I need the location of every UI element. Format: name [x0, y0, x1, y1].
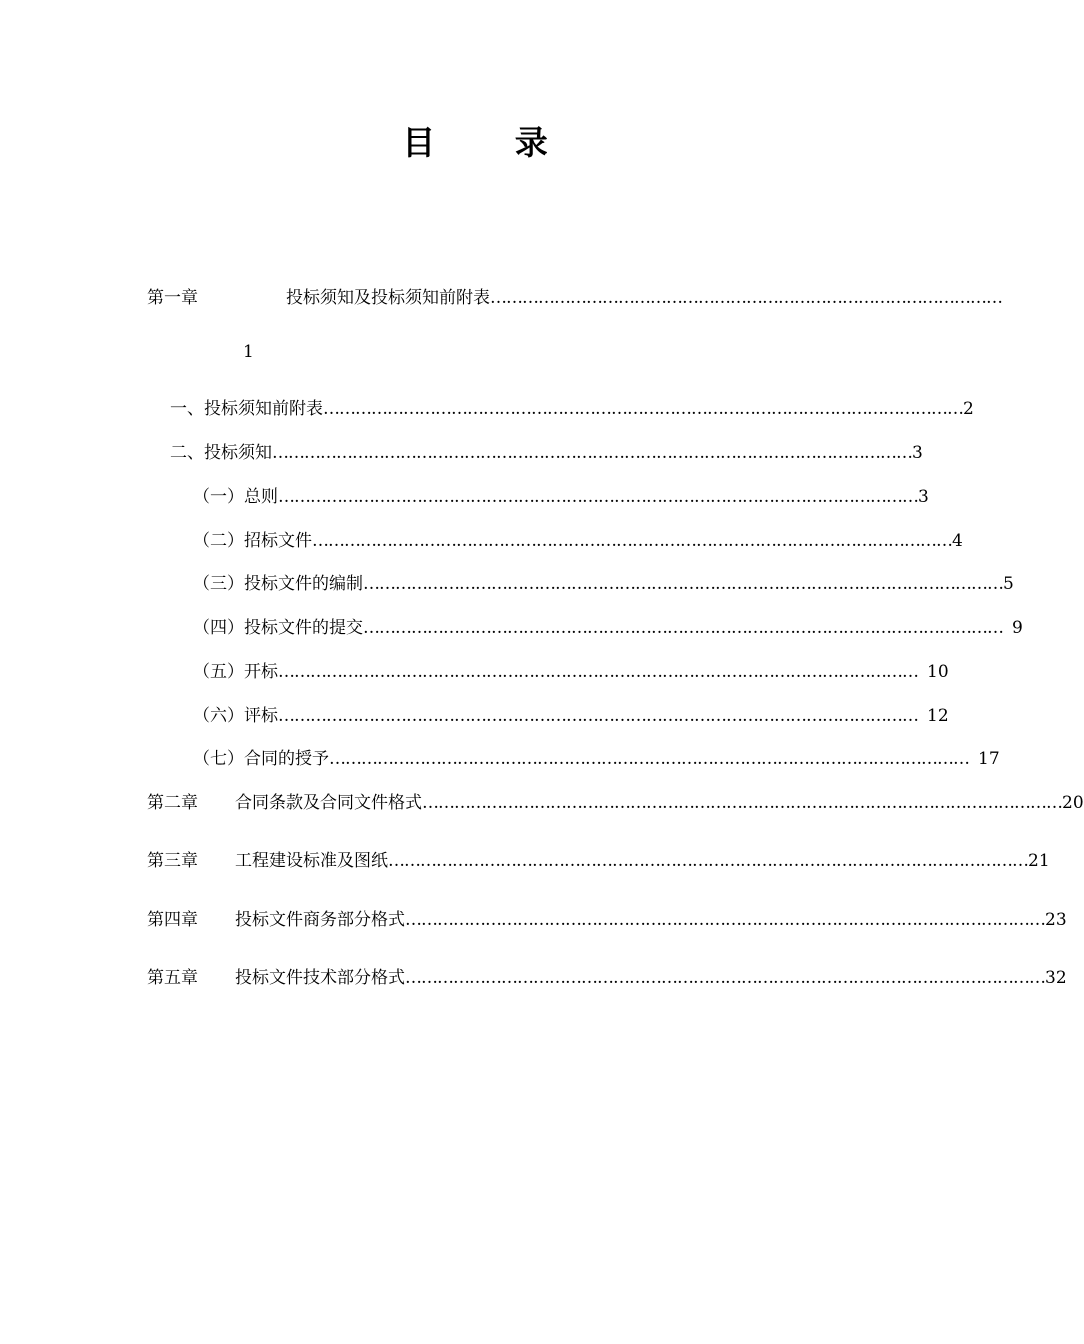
toc-subsection-4[interactable]: [193, 616, 1023, 640]
toc-section-2[interactable]: [170, 441, 923, 465]
toc-entry-title: （七）合同的授予: [193, 749, 329, 769]
toc-leader-dots: …………………………………………………………………………………………………………: [278, 706, 918, 726]
toc-leader-dots: …………………………………………………………………………………………………………: [363, 618, 1003, 638]
toc-page-number: 4: [952, 531, 963, 551]
toc-subsection-2[interactable]: [193, 529, 963, 553]
toc-page-number: 5: [1003, 574, 1014, 594]
toc-page-number: 12: [927, 706, 949, 726]
toc-subsection-5[interactable]: [193, 660, 949, 684]
toc-page-number: 20: [1062, 793, 1084, 813]
toc-leader-dots: …………………………………………………………………………………………………………: [422, 793, 1062, 813]
toc-entry-title: 一、投标须知前附表: [170, 399, 323, 419]
toc-leader-dots: …………………………………………………………………………………………………………: [405, 968, 1045, 988]
toc-leader-dots: …………………………………………………………………………………………………………: [278, 662, 918, 682]
toc-chapter-label: 第二章: [147, 793, 198, 813]
toc-entry-title: （四）投标文件的提交: [193, 618, 363, 638]
toc-entry-title: 工程建设标准及图纸: [235, 851, 388, 871]
toc-entry-title: （一）总则: [193, 487, 278, 507]
toc-chapter-label: 第五章: [147, 968, 198, 988]
toc-leader-dots: …………………………………………………………………………………………………………: [272, 443, 912, 463]
toc-page-number: 17: [978, 749, 1000, 769]
toc-entry-title: 投标须知及投标须知前附表: [286, 288, 490, 308]
toc-subsection-1[interactable]: [193, 485, 929, 509]
toc-entry-title: （二）招标文件: [193, 531, 312, 551]
toc-chapter-1[interactable]: [147, 286, 1002, 310]
toc-chapter-4[interactable]: [147, 908, 1067, 932]
toc-chapter-label: 第四章: [147, 910, 198, 930]
toc-leader-dots: …………………………………………………………………………………………………………: [278, 487, 918, 507]
toc-chapter-2[interactable]: [147, 791, 1084, 815]
toc-subsection-7[interactable]: [193, 747, 1000, 771]
toc-entry-title: 合同条款及合同文件格式: [235, 793, 422, 813]
toc-chapter-label: 第一章: [147, 288, 198, 308]
toc-entry-title: 投标文件技术部分格式: [235, 968, 405, 988]
toc-page-number: 32: [1045, 968, 1067, 988]
toc-page-number: 3: [918, 487, 929, 507]
toc-entry-title: （三）投标文件的编制: [193, 574, 363, 594]
toc-page-number: 3: [912, 443, 923, 463]
toc-page-number: 2: [963, 399, 974, 419]
toc-chapter-5[interactable]: [147, 966, 1067, 990]
toc-leader-dots: …………………………………………………………………………………………………………: [312, 531, 952, 551]
toc-page-number: 23: [1045, 910, 1067, 930]
page-title: 目 录: [402, 123, 582, 162]
toc-page-number: 10: [927, 662, 949, 682]
toc-chapter-3[interactable]: [147, 849, 1050, 873]
toc-leader-dots: …………………………………………………………………………………………………………: [405, 910, 1045, 930]
toc-leader-dots: …………………………………………………………………………………………………………: [323, 399, 963, 419]
toc-leader-dots: …………………………………………………………………………………………………………: [363, 574, 1003, 594]
toc-subsection-6[interactable]: [193, 704, 949, 728]
toc-entry-title: 投标文件商务部分格式: [235, 910, 405, 930]
toc-section-1[interactable]: [170, 397, 974, 421]
toc-leader-dots: …………………………………………………………………………………………………………: [329, 749, 969, 769]
toc-entry-title: 二、投标须知: [170, 443, 272, 463]
toc-subsection-3[interactable]: [193, 572, 1014, 596]
toc-chapter-label: 第三章: [147, 851, 198, 871]
toc-entry-title: （五）开标: [193, 662, 278, 682]
toc-page-number: 1: [243, 342, 254, 362]
toc-leader-dots: ……………………………………………………………………………………: [490, 288, 1002, 308]
toc-page-number: 21: [1028, 851, 1050, 871]
toc-page-number: 9: [1012, 618, 1023, 638]
toc-entry-title: （六）评标: [193, 706, 278, 726]
toc-leader-dots: …………………………………………………………………………………………………………: [388, 851, 1028, 871]
